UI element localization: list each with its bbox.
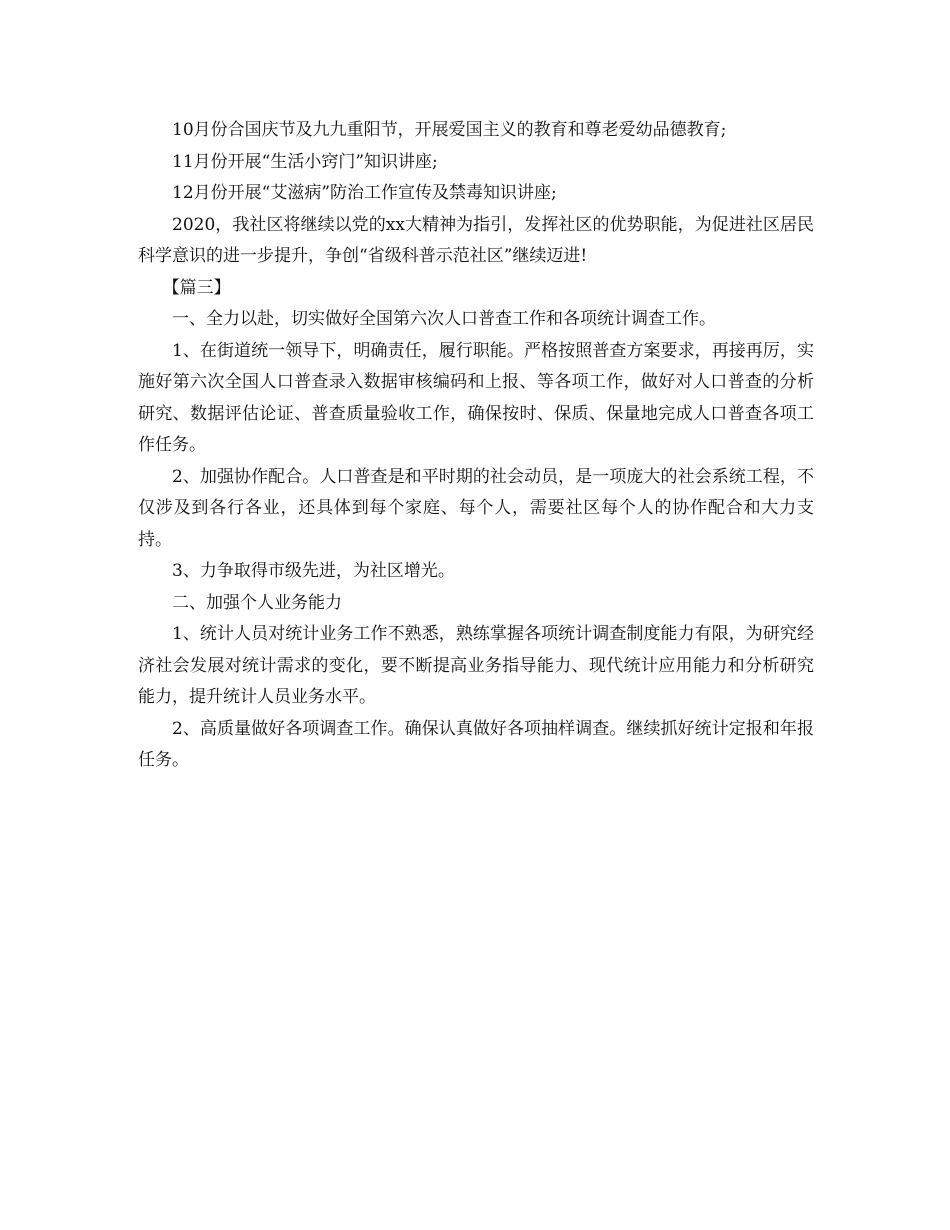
paragraph-skills-item-1: 1、统计人员对统计业务工作不熟悉，熟练掌握各项统计调查制度能力有限，为研究经济社会发展对统计需求的变化，要不断提高业务指导能力、现代统计应用能力和分析研究能力，提升统计人员业务水平。 [138,624,814,707]
paragraph-skills-goal: 二、加强个人业务能力 [172,592,342,613]
paragraph-december-plan: 12月份开展“艾滋病”防治工作宣传及禁毒知识讲座; [172,183,557,203]
paragraph-census-item-3: 3、力争取得市级先进，为社区增光。 [172,561,455,581]
paragraph-2020-outlook: 2020，我社区将继续以党的xx大精神为指引，发挥社区的优势职能，为促进社区居民科学意识的进一步提升，争创“省级科普示范社区”继续迈进! [138,214,814,266]
paragraph-census-goal: 一、全力以赴，切实做好全国第六次人口普查工作和各项统计调查工作。 [172,309,716,329]
paragraph-october-plan: 10月份合国庆节及九九重阳节，开展爱国主义的教育和尊老爱幼品德教育; [172,120,727,140]
paragraph-census-item-2: 2、加强协作配合。人口普查是和平时期的社会动员，是一项庞大的社会系统工程，不仅涉及到各行各业，还具体到每个家庭、每个人，需要社区每个人的协作配合和大力支持。 [138,466,814,550]
paragraph-november-plan: 11月份开展“生活小窍门”知识讲座; [172,151,438,172]
document-page [138,115,814,777]
section-heading-part-three: 【篇三】 [162,277,231,298]
paragraph-census-item-1: 1、在街道统一领导下，明确责任，履行职能。严格按照普查方案要求，再接再厉，实施好第六次全国人口普查录入数据审核编码和上报、等各项工作，做好对人口普查的分析研究、数据评估论证、普查质量验收工作，确保按时、保质、保量地完成人口普查各项工作任务。 [138,340,814,455]
paragraph-skills-item-2: 2、高质量做好各项调查工作。确保认真做好各项抽样调查。继续抓好统计定报和年报任务。 [138,718,814,770]
